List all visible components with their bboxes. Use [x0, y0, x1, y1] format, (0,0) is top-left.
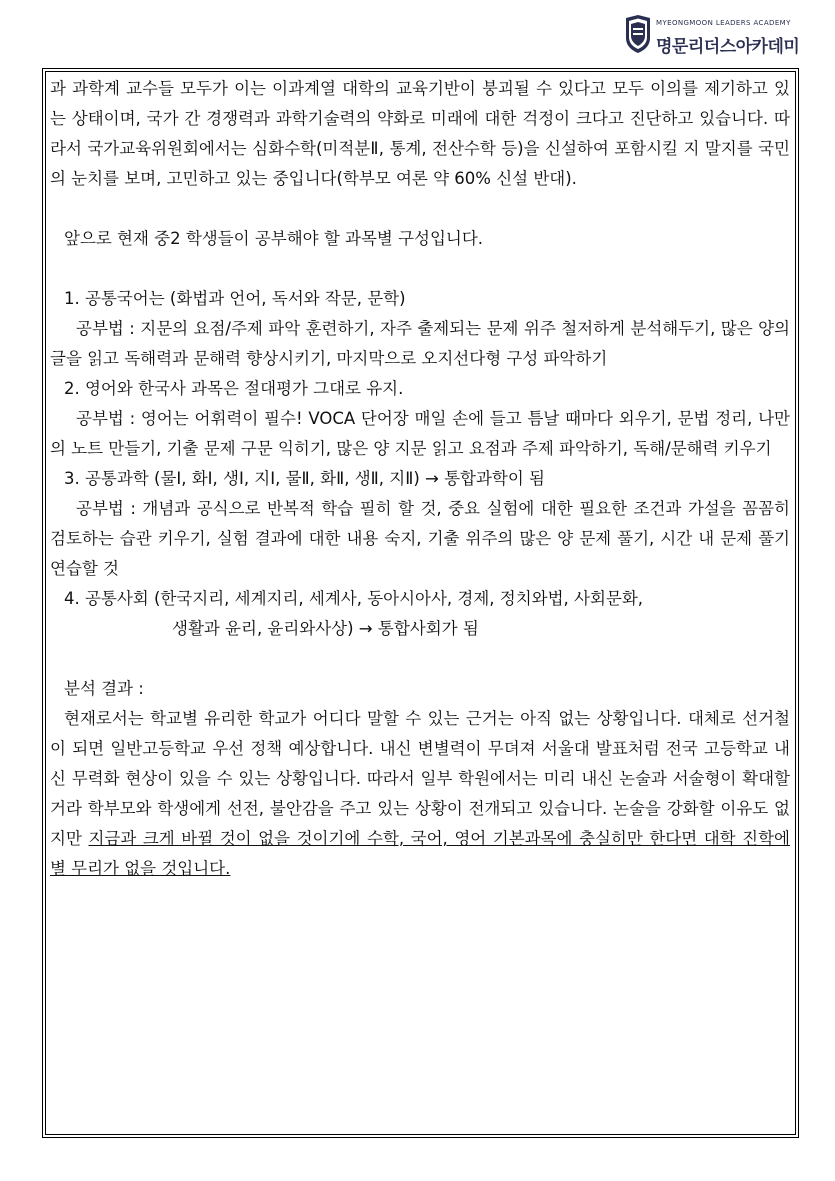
intro-paragraph: 과 과학계 교수들 모두가 이는 이과계열 대학의 교육기반이 붕괴될 수 있다고 모두 이의를 제기하고 있는 상태이며, 국가 간 경쟁력과 과학기술력의 약화로 미래에 대한 걱정이 크다고 진단하고 있습니다. 따라서 국가교육위원회에서는 심화수학(미적분Ⅱ, 통계, 전산수학 등)을 신설하여 포함시킬 지 말지를 국민의 눈치를 보며, 고민하고 있는 중입니다(학부모 여론 약 60% 신설 반대). — [50, 79, 791, 188]
subject-2-heading: 2. 영어와 한국사 과목은 절대평가 그대로 유지. — [64, 379, 404, 398]
subject-1-heading: 1. 공통국어는 (화법과 언어, 독서와 작문, 문학) — [64, 289, 406, 308]
logo-subtitle: MYEONGMOON LEADERS ACADEMY — [656, 19, 791, 27]
subject-3-method: 공부법 : 개념과 공식으로 반복적 학습 필히 할 것, 중요 실험에 대한 필요한 조건과 가설을 꼼꼼히 검토하는 습관 키우기, 실험 결과에 대한 내용 숙지, 기출 위주의 많은 양 문제 풀기, 시간 내 문제 풀기 연습할 것 — [50, 499, 790, 578]
subject-4-heading: 4. 공통사회 (한국지리, 세계지리, 세계사, 동아시아사, 경제, 정치와법, 사회문화, — [64, 589, 644, 608]
analysis-title: 분석 결과 : — [64, 679, 144, 698]
subject-1-method: 공부법 : 지문의 요점/주제 파악 훈련하기, 자주 출제되는 문제 위주 철저하게 분석해두기, 많은 양의 글을 읽고 독해력과 문해력 향상시키기, 마지막으로 오지선다형 구성 파악하기 — [50, 319, 790, 368]
shield-emblem-icon — [624, 14, 652, 54]
logo-name: 명문리더스아카데미 — [656, 37, 800, 57]
subject-2-method: 공부법 : 영어는 어휘력이 필수! VOCA 단어장 매일 손에 들고 틈날 때마다 외우기, 문법 정리, 나만의 노트 만들기, 기출 문제 구문 익히기, 많은 양 지문 읽고 요점과 주제 파악하기, 독해/문해력 키우기 — [50, 409, 790, 458]
document-body — [50, 74, 790, 884]
section-title: 앞으로 현재 중2 학생들이 공부해야 할 과목별 구성입니다. — [64, 229, 484, 248]
subject-4-heading-continued: 생활과 윤리, 윤리와사상) → 통합사회가 됨 — [172, 619, 479, 638]
academy-logo — [624, 14, 824, 58]
subject-3-heading: 3. 공통과학 (물Ⅰ, 화Ⅰ, 생Ⅰ, 지Ⅰ, 물Ⅱ, 화Ⅱ, 생Ⅱ, 지Ⅱ) → 통합과학이 됨 — [64, 469, 545, 488]
analysis-text: 현재로서는 학교별 유리한 학교가 어디다 말할 수 있는 근거는 아직 없는 상황입니다. 대체로 선거철이 되면 일반고등학교 우선 정책 예상합니다. 내신 변별력이 무뎌져 서울대 발표처럼 전국 고등학교 내신 무력화 현상이 있을 수 있는 상황입니다. 따라서 일부 학원에서는 미리 내신 논술과 서술형이 확대할 거라 학부모와 학생에게 선전, 불안감을 주고 있는 상황이 전개되고 있습니다. 논술을 강화할 이유도 없지만 — [50, 709, 790, 848]
analysis-paragraph — [50, 704, 790, 884]
analysis-underlined-text: 지금과 크게 바뀔 것이 없을 것이기에 수학, 국어, 영어 기본과목에 충실히만 한다면 대학 진학에 별 무리가 없을 것입니다. — [50, 829, 791, 878]
